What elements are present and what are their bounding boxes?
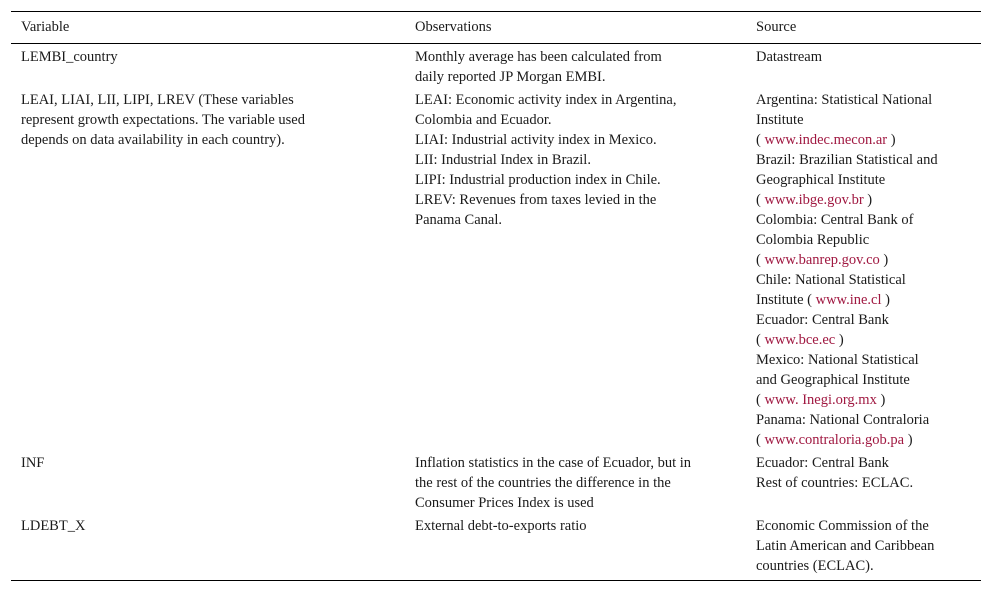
cell-variable	[11, 513, 405, 581]
cell-observations-line: Colombia and Ecuador.	[415, 112, 552, 128]
source-text: (	[756, 192, 765, 208]
cell-source-line	[756, 230, 961, 250]
cell-source	[746, 87, 981, 450]
cell-observations-line: Panama Canal.	[415, 212, 502, 228]
cell-observations-line: LREV: Revenues from taxes levied in the	[415, 192, 657, 208]
source-text: Institute	[756, 112, 804, 128]
source-text: (	[756, 252, 765, 268]
cell-variable-line: represent growth expectations. The variable used	[21, 112, 305, 128]
source-website-link[interactable]: www.contraloria.gob.pa	[764, 432, 905, 448]
source-text: Argentina: Statistical National	[756, 92, 933, 108]
source-text: Colombia Republic	[756, 232, 870, 248]
cell-observations	[405, 87, 746, 450]
cell-variable	[11, 44, 405, 88]
cell-observations-line: External debt-to-exports ratio	[415, 518, 587, 534]
cell-source-line	[756, 90, 961, 110]
source-text: )	[876, 392, 886, 408]
source-text: )	[879, 252, 889, 268]
cell-source-line	[756, 370, 961, 390]
cell-source-line	[756, 47, 961, 67]
data-sources-table-container	[11, 11, 981, 581]
cell-source-line	[756, 310, 961, 330]
cell-variable-line: LEAI, LIAI, LII, LIPI, LREV (These variables	[21, 92, 294, 108]
table-header-row	[11, 12, 981, 44]
source-text: countries (ECLAC).	[756, 558, 874, 574]
table-body	[11, 44, 981, 581]
cell-variable	[11, 87, 405, 450]
header-observations: Observations	[415, 19, 492, 35]
source-text: Rest of countries: ECLAC.	[756, 475, 914, 491]
source-text: Ecuador: Central Bank	[756, 455, 889, 471]
source-text: Ecuador: Central Bank	[756, 312, 889, 328]
cell-source-line	[756, 130, 961, 150]
cell-source-line	[756, 110, 961, 130]
source-text: Brazil: Brazilian Statistical and	[756, 152, 938, 168]
source-text: Panama: National Contraloria	[756, 412, 930, 428]
cell-source-line	[756, 250, 961, 270]
cell-source-line	[756, 516, 961, 536]
source-text: )	[835, 332, 844, 348]
source-text: Mexico: National Statistical	[756, 352, 919, 368]
source-text: Latin American and Caribbean	[756, 538, 935, 554]
cell-observations-line: daily reported JP Morgan EMBI.	[415, 69, 606, 85]
cell-observations-line: LII: Industrial Index in Brazil.	[415, 152, 591, 168]
source-website-link[interactable]: www.ine.cl	[815, 292, 882, 308]
cell-source-line	[756, 536, 961, 556]
cell-observations-line: Inflation statistics in the case of Ecuador, but in	[415, 455, 692, 471]
cell-observations-line: LEAI: Economic activity index in Argentina,	[415, 92, 677, 108]
source-website-link[interactable]: www.banrep.gov.co	[764, 252, 880, 268]
table-row	[11, 87, 981, 450]
source-text: (	[756, 432, 765, 448]
cell-observations	[405, 513, 746, 581]
cell-source	[746, 513, 981, 581]
cell-source-line	[756, 350, 961, 370]
cell-source-line	[756, 556, 961, 576]
cell-observations	[405, 44, 746, 88]
cell-observations	[405, 450, 746, 513]
cell-variable-line: INF	[21, 455, 45, 471]
source-text: Chile: National Statistical	[756, 272, 906, 288]
source-text: (	[756, 132, 765, 148]
data-sources-table	[11, 11, 981, 581]
cell-source-line	[756, 270, 961, 290]
source-website-link[interactable]: www.indec.mecon.ar	[764, 132, 888, 148]
cell-variable-line: LDEBT_X	[21, 518, 86, 534]
cell-variable-line: depends on data availability in each country).	[21, 132, 285, 148]
source-text: )	[863, 192, 873, 208]
header-source: Source	[756, 19, 797, 35]
source-website-link[interactable]: www.ibge.gov.br	[764, 192, 864, 208]
source-text: )	[887, 132, 896, 148]
source-text: Geographical Institute	[756, 172, 886, 188]
cell-source-line	[756, 190, 961, 210]
source-text: (	[756, 332, 765, 348]
source-text: and Geographical Institute	[756, 372, 910, 388]
cell-observations-line: the rest of the countries the difference in the	[415, 475, 671, 491]
source-text: Datastream	[756, 49, 823, 65]
cell-source-line	[756, 330, 961, 350]
cell-observations-line: Monthly average has been calculated from	[415, 49, 662, 65]
cell-source-line	[756, 150, 961, 170]
cell-variable	[11, 450, 405, 513]
cell-source-line	[756, 473, 961, 493]
table-row	[11, 513, 981, 581]
cell-observations-line: LIAI: Industrial activity index in Mexico.	[415, 132, 657, 148]
source-text: Colombia: Central Bank of	[756, 212, 914, 228]
header-variable: Variable	[21, 19, 70, 35]
table-row	[11, 450, 981, 513]
source-text: Economic Commission of the	[756, 518, 929, 534]
cell-source	[746, 450, 981, 513]
cell-source-line	[756, 410, 961, 430]
cell-source-line	[756, 430, 961, 450]
cell-observations-line: Consumer Prices Index is used	[415, 495, 594, 511]
cell-source-line	[756, 290, 961, 310]
cell-variable-line: LEMBI_country	[21, 49, 118, 65]
source-text: )	[881, 292, 890, 308]
cell-source-line	[756, 453, 961, 473]
cell-source	[746, 44, 981, 88]
cell-observations-line: LIPI: Industrial production index in Chile.	[415, 172, 661, 188]
source-text: (	[756, 392, 765, 408]
source-website-link[interactable]: www.bce.ec	[764, 332, 836, 348]
cell-source-line	[756, 390, 961, 410]
cell-source-line	[756, 170, 961, 190]
source-website-link[interactable]: www. Inegi.org.mx	[764, 392, 877, 408]
source-text: Institute (	[756, 292, 816, 308]
cell-source-line	[756, 210, 961, 230]
table-row	[11, 44, 981, 88]
source-text: )	[904, 432, 913, 448]
